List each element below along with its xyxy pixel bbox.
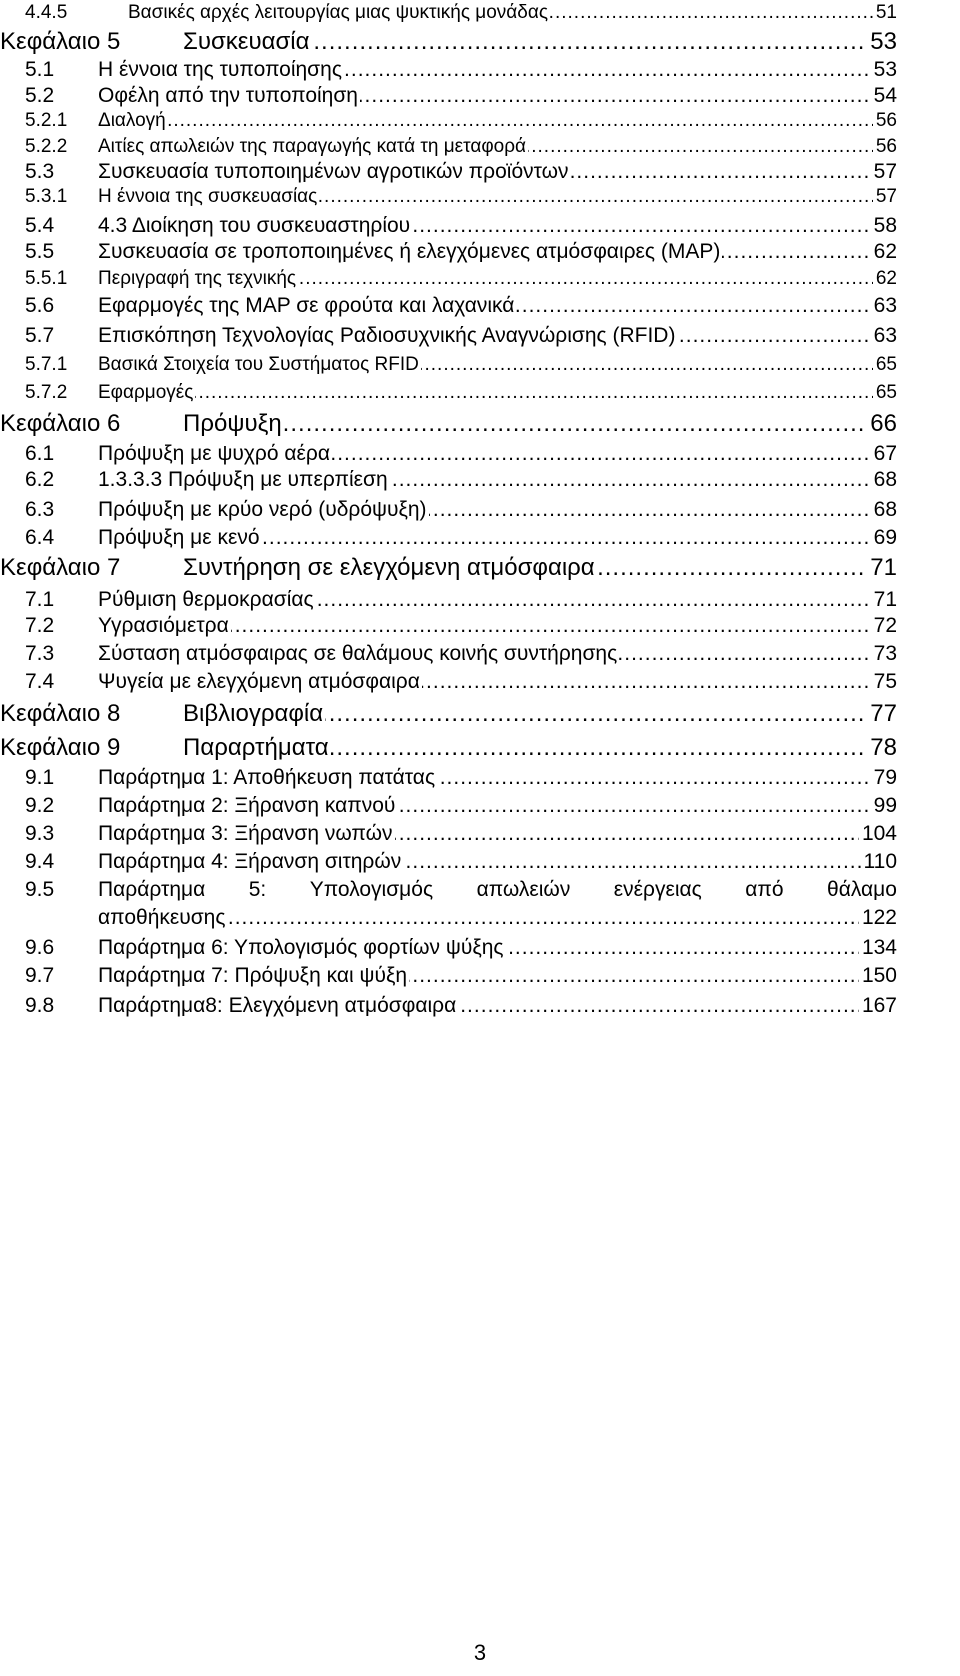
toc-entry-page: 110	[861, 850, 897, 874]
toc-entry-number: Κεφάλαιο 5	[0, 28, 121, 55]
toc-entry-title: Παραρτήματα .....	[183, 734, 895, 762]
toc-entry[interactable]	[0, 670, 960, 700]
toc-entry-number: 7.1	[25, 588, 55, 611]
toc-entry-title: 4.3 Διοίκηση του συσκευαστηρίου .....	[98, 214, 895, 238]
toc-entry-title: Περιγραφή της τεχνικής .....	[98, 268, 895, 290]
toc-entry-title: Συσκευασία τυποποιημένων αγροτικών προϊόντων .....	[98, 160, 895, 184]
toc-entry-title: Διαλογή .....	[98, 110, 895, 132]
toc-entry-page: 73	[871, 642, 897, 666]
toc-entry-number: Κεφάλαιο 8	[0, 700, 121, 727]
toc-entry[interactable]	[0, 468, 960, 498]
toc-entry-title: Παράρτημα 2: Ξήρανση καπνού .....	[98, 794, 895, 818]
toc-entry-number: 5.7	[25, 324, 55, 347]
toc-entry-page: 99	[871, 794, 897, 818]
toc-entry-page: 104	[859, 822, 897, 846]
toc-entry-page: 69	[871, 526, 897, 550]
toc-entry-number: 5.7.2	[25, 382, 68, 403]
toc-entry[interactable]	[0, 294, 960, 324]
toc-entry[interactable]	[0, 878, 960, 908]
toc-entry-title: Συντήρηση σε ελεγχόμενη ατμόσφαιρα .....	[183, 554, 895, 582]
toc-entry-page: 71	[871, 588, 897, 612]
toc-entry-page: 167	[859, 994, 897, 1018]
toc-entry-title: 1.3.3.3 Πρόψυξη με υπερπίεση .....	[98, 468, 895, 492]
toc-entry-number: 5.3.1	[25, 186, 68, 207]
toc-entry-page: 72	[871, 614, 897, 638]
toc-entry-page: 66	[867, 410, 897, 438]
toc-entry-page: 54	[871, 84, 897, 108]
toc-entry[interactable]	[0, 382, 960, 408]
toc-entry[interactable]	[0, 994, 960, 1024]
toc-entry-number: 5.3	[25, 160, 55, 183]
toc-entry[interactable]	[0, 354, 960, 380]
toc-entry-title: Αιτίες απωλειών της παραγωγής κατά τη μεταφορά .....	[98, 136, 895, 158]
toc-entry-title: Συσκευασία σε τροποποιημένες ή ελεγχόμενες ατμόσφαιρες (MAP) .....	[98, 240, 895, 264]
toc-entry[interactable]	[0, 136, 960, 162]
toc-entry[interactable]	[0, 964, 960, 994]
toc-entry[interactable]	[0, 526, 960, 556]
toc-entry-title: Βασικά Στοιχεία του Συστήματος RFID .....	[98, 354, 895, 376]
toc-entry-page: 56	[873, 110, 897, 132]
toc-entry[interactable]	[0, 794, 960, 824]
toc-entry-title: αποθήκευσης .....	[98, 906, 895, 930]
toc-entry-number: 5.2	[25, 84, 55, 107]
toc-entry-title: Εφαρμογές της MAP σε φρούτα και λαχανικά .....	[98, 294, 895, 318]
toc-entry-title: Παράρτημα 3: Ξήρανση νωπών .....	[98, 822, 895, 846]
toc-entry-number: Κεφάλαιο 9	[0, 734, 121, 761]
toc-entry-title: Παράρτημα 6: Υπολογισμός φορτίων ψύξης .....	[98, 936, 895, 960]
toc-entry-title: Παράρτημα 5: Υπολογισμός απωλειών ενέργειας από θάλαμο	[98, 878, 897, 901]
toc-entry-number: 9.3	[25, 822, 55, 845]
toc-entry-page: 63	[871, 324, 897, 348]
toc-entry-number: 9.6	[25, 936, 55, 959]
toc-entry[interactable]	[0, 268, 960, 294]
toc-entry[interactable]	[0, 410, 960, 444]
toc-entry[interactable]	[0, 642, 960, 672]
toc-entry-title: Συσκευασία .....	[183, 28, 895, 56]
toc-entry-title: Εφαρμογές .....	[98, 382, 895, 404]
toc-entry-number: 5.2.2	[25, 136, 68, 157]
toc-entry-page: 68	[871, 498, 897, 522]
toc-entry[interactable]	[0, 2, 960, 28]
toc-entry-title: Παράρτημα 7: Πρόψυξη και ψύξη .....	[98, 964, 895, 988]
toc-entry-number: 9.8	[25, 994, 55, 1017]
toc-entry-page: 53	[867, 28, 897, 56]
toc-entry[interactable]	[0, 936, 960, 966]
toc-entry-number: 6.2	[25, 468, 55, 491]
toc-entry-title: Παράρτημα 1: Αποθήκευση πατάτας .....	[98, 766, 895, 790]
toc-entry-number: 9.4	[25, 850, 55, 873]
toc-entry-page: 57	[873, 186, 897, 208]
toc-entry-page: 62	[873, 268, 897, 290]
toc-entry-number: 9.7	[25, 964, 55, 987]
toc-entry-number: 7.4	[25, 670, 55, 693]
toc-entry-number: 6.4	[25, 526, 55, 549]
toc-entry-page: 51	[873, 2, 897, 24]
toc-entry[interactable]	[0, 186, 960, 212]
toc-entry-number: 7.3	[25, 642, 55, 665]
toc-entry-page: 75	[871, 670, 897, 694]
toc-entry-page: 68	[871, 468, 897, 492]
toc-entry[interactable]	[0, 766, 960, 796]
toc-entry-number: 5.5.1	[25, 268, 68, 289]
page-number: 3	[473, 1640, 487, 1665]
toc-entry[interactable]	[0, 554, 960, 588]
toc-entry-title: Βιβλιογραφία .....	[183, 700, 895, 728]
toc-entry-title: Παράρτημα8: Ελεγχόμενη ατμόσφαιρα .....	[98, 994, 895, 1018]
toc-entry-number: 9.2	[25, 794, 55, 817]
toc-entry-title: Ρύθμιση θερμοκρασίας .....	[98, 588, 895, 612]
toc-entry-title: Η έννοια της τυποποίησης .....	[98, 58, 895, 82]
toc-entry-page: 78	[867, 734, 897, 762]
toc-entry[interactable]	[0, 822, 960, 852]
toc-entry-page: 134	[859, 936, 897, 960]
toc-entry-number: Κεφάλαιο 6	[0, 410, 121, 437]
toc-entry[interactable]	[0, 110, 960, 136]
toc-entry-page: 71	[867, 554, 897, 582]
toc-entry[interactable]	[0, 614, 960, 644]
toc-entry-number: 5.6	[25, 294, 55, 317]
toc-entry-page: 58	[871, 214, 897, 238]
toc-entry-page: 57	[871, 160, 897, 184]
toc-entry-page: 65	[873, 382, 897, 404]
toc-entry-number: 6.1	[25, 442, 55, 465]
toc-entry-title: Υγρασιόμετρα .....	[98, 614, 895, 638]
toc-entry-title: Ψυγεία με ελεγχόμενη ατμόσφαιρα .....	[98, 670, 895, 694]
toc-entry-page: 150	[859, 964, 897, 988]
toc-entry-title: Πρόψυξη με κρύο νερό (υδρόψυξη) .....	[98, 498, 895, 522]
toc-entry-title: Πρόψυξη με ψυχρό αέρα .....	[98, 442, 895, 466]
toc-entry-page: 62	[871, 240, 897, 264]
toc-entry-title: Παράρτημα 4: Ξήρανση σιτηρών .....	[98, 850, 895, 874]
toc-entry-number: 5.4	[25, 214, 55, 237]
toc-entry[interactable]	[0, 498, 960, 528]
toc-entry-page: 65	[873, 354, 897, 376]
toc-entry-title: Πρόψυξη .....	[183, 410, 895, 438]
toc-entry-number: 5.2.1	[25, 110, 68, 131]
toc-entry[interactable]	[0, 734, 960, 768]
toc-entry[interactable]	[0, 240, 960, 270]
toc-entry-number: 5.5	[25, 240, 55, 263]
toc-entry-page: 56	[873, 136, 897, 158]
toc-entry-title: Βασικές αρχές λειτουργίας μιας ψυκτικής μονάδας .....	[128, 2, 895, 24]
toc-entry-number: Κεφάλαιο 7	[0, 554, 121, 581]
toc-entry-page: 53	[871, 58, 897, 82]
toc-entry-number: 9.5	[25, 878, 55, 901]
toc-entry-page: 63	[871, 294, 897, 318]
toc-entry-page: 67	[871, 442, 897, 466]
toc-entry-title: Η έννοια της συσκευασίας .....	[98, 186, 895, 208]
toc-entry-title: Επισκόπηση Τεχνολογίας Ραδιοσυχνικής Αναγνώρισης (RFID) .....	[98, 324, 895, 348]
toc-entry[interactable]	[0, 850, 960, 880]
toc-entry[interactable]	[0, 324, 960, 354]
toc-entry-number: 5.7.1	[25, 354, 68, 375]
toc-entry-number: 5.1	[25, 58, 55, 81]
toc-entry-title: Οφέλη από την τυποποίηση .....	[98, 84, 895, 108]
toc-entry-continuation[interactable]	[0, 906, 960, 936]
toc-entry[interactable]	[0, 28, 960, 62]
toc-entry-number: 7.2	[25, 614, 55, 637]
toc-entry-title: Πρόψυξη με κενό .....	[98, 526, 895, 550]
toc-entry-page: 122	[859, 906, 897, 930]
toc-entry-number: 6.3	[25, 498, 55, 521]
toc-entry-number: 4.4.5	[25, 2, 68, 23]
toc-entry-page: 79	[871, 766, 897, 790]
toc-entry-title: Σύσταση ατμόσφαιρας σε θαλάμους κοινής συντήρησης .....	[98, 642, 895, 666]
toc-entry-page: 77	[867, 700, 897, 728]
toc-entry[interactable]	[0, 700, 960, 734]
toc-entry-number: 9.1	[25, 766, 55, 789]
